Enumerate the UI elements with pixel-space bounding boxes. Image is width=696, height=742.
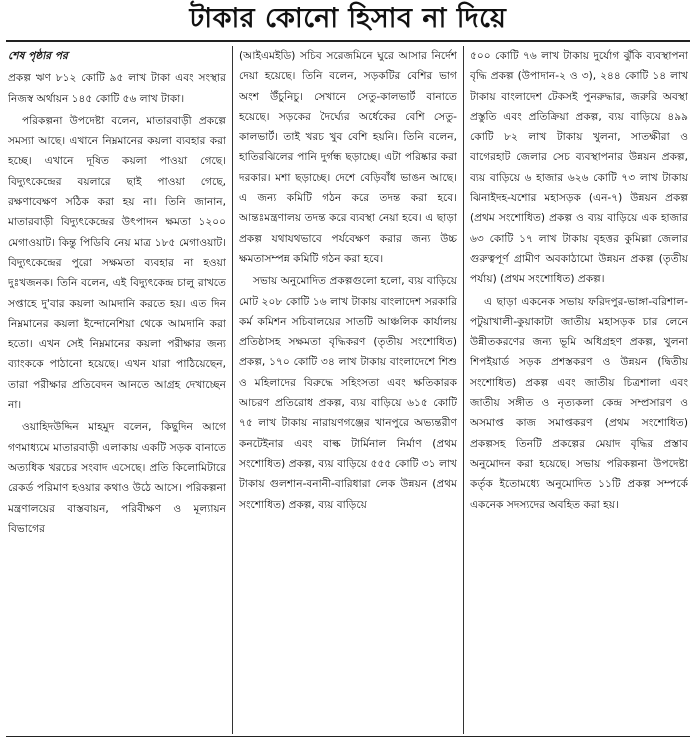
column-1 [8, 46, 226, 734]
paragraph: সভায় অনুমোদিত প্রকল্পগুলো হলো, ব্যয় বাড়িয়ে মোট ২০৮ কোটি ১৬ লাখ টাকায় বাংলাদেশ সরকারি কর্ম কমিশন সচিবালয়ের সাতটি আঞ্চলিক কার্যালয় প্রতিষ্ঠাসহ সক্ষমতা বৃদ্ধিকরণ (তৃতীয় সংশোধিত) প্রকল্প, ১৭০ কোটি ৩৪ লাখ টাকায় বাংলাদেশে শিশু ও মহিলাদের বিরুদ্ধে সহিংসতা এবং ক্ষতিকারক আচরণ প্রতিরোধ প্রকল্প, ব্যয় বাড়িয়ে ৬১৫ কোটি ৭৫ লাখ টাকায় নারায়ণগঞ্জের খানপুরে অভ্যন্তরীণ কনটেইনার এবং বাল্ক টার্মিনাল নির্মাণ (প্রথম সংশোধিত) প্রকল্প, ব্যয় বাড়িয়ে ৫৫৫ কোটি ৩১ লাখ টাকায় গুলশান-বনানী-বারিধারা লেক উন্নয়ন (প্রথম সংশোধিত) প্রকল্প, ব্যয় বাড়িয়ে [239, 275, 457, 511]
paragraph: এ ছাড়া একনেক সভায় ফরিদপুর-ভাঙ্গা-বরিশাল-পটুয়াখালী-কুয়াকাটা জাতীয় মহাসড়ক চার লেনে উন্নীতকরণের জন্য ভূমি অধিগ্রহণ প্রকল্প, খুলনা শিপইয়ার্ড সড়ক প্রশস্তকরণ ও উন্নয়ন (দ্বিতীয় সংশোধিত) প্রকল্প এবং জাতীয় চিত্রশালা এবং জাতীয় সঙ্গীত ও নৃত্যকলা কেন্দ্র সম্প্রসারণ ও অসমাপ্ত কাজ সমাপ্তকরণ (প্রথম সংশোধিত) প্রকল্পসহ তিনটি প্রকল্পের মেয়াদ বৃদ্ধির প্রস্তাব অনুমোদন করা হয়েছে। সভায় পরিকল্পনা উপদেষ্টা কর্তৃক ইতোমধ্যে অনুমোদিত ১১টি প্রকল্প সম্পর্কে একনেক সদস্যদের অবহিত করা হয়। [470, 295, 688, 511]
continuation-label: শেষ পৃষ্ঠার পর [8, 50, 68, 62]
headline: টাকার কোনো হিসাব না দিয়ে [189, 3, 507, 34]
paragraph: প্রকল্প ঋণ ৮১২ কোটি ৯৫ লাখ টাকা এবং সংস্থার নিজস্ব অর্থায়ন ১৪৫ কোটি ৫৬ লাখ টাকা। [8, 72, 226, 105]
column-2 [239, 46, 457, 734]
paragraph: ওয়াহিদউদ্দিন মাহমুদ বলেন, কিছুদিন আগে গণমাধ্যমে মাতারবাড়ী এলাকায় একটি সড়ক বানাতে অত্যধিক খরচের সংবাদ এসেছে। প্রতি কিলোমিটারে রেকর্ড পরিমাণ হওয়ার কথাও উঠে আসে। পরিকল্পনা মন্ত্রণালয়ের বাস্তবায়ন, পরিবীক্ষণ ও মূল্যায়ন বিভাগের [8, 421, 226, 535]
column-divider [463, 46, 464, 734]
column-divider [232, 46, 233, 734]
column-3 [470, 46, 688, 734]
paragraph: (আইএমইডি) সচিব সরেজমিনে ঘুরে আসার নির্দেশ দেয়া হয়েছে। তিনি বলেন, সড়কটির বেশির ভাগ অংশ উঁচুনিচু। সেখানে সেতু-কালভার্ট বানাতে হয়েছে। সড়কের দৈর্ঘ্যের অর্ধেকের বেশি সেতু-কালভার্ট। তাই খরচ খুব বেশি হয়নি। তিনি বলেন, হাতিরঝিলের পানি দুর্গন্ধ ছড়াচ্ছে। এটা পরিষ্কার করা দরকার। মশা ছড়াচ্ছে। দেশে বেড়িবাঁধ ভাঙন আছে। এ জন্য কমিটি গঠন করে তদন্ত করা হবে। আন্তঃমন্ত্রণালয় তদন্ত করে ব্যবস্থা নেয়া হবে। এ ছাড়া প্রকল্প যথাযথভাবে পর্যবেক্ষণ করার জন্য উচ্চ ক্ষমতাসম্পন্ন কমিটি গঠন করা হবে। [239, 50, 457, 265]
headline-rule [6, 40, 690, 42]
paragraph: ৫০০ কোটি ৭৬ লাখ টাকায় দুর্যোগ ঝুঁকি ব্যবস্থাপনা বৃদ্ধি প্রকল্প (উপাদান-২ ও ৩), ২৪৪ কোটি ১৪ লাখ টাকায় বাংলাদেশ টেকসই পুনরুদ্ধার, জরুরি অবস্থা প্রস্তুতি এবং প্রতিক্রিয়া প্রকল্প, ব্যয় বাড়িয়ে ৪৯৯ কোটি ৮২ লাখ টাকায় খুলনা, সাতক্ষীরা ও বাগেরহাট জেলার সেচ ব্যবস্থাপনার উন্নয়ন প্রকল্প, ব্যয় বাড়িয়ে ৬ হাজার ৬২৬ কোটি ৭৩ লাখ টাকায় ঝিনাইদহ-যশোর মহাসড়ক (এন-৭) উন্নয়ন প্রকল্প (প্রথম সংশোধিত) প্রকল্প ও ব্যয় বাড়িয়ে এক হাজার ৬৩ কোটি ১৭ লাখ টাকায় বৃহত্তর কুমিল্লা জেলার গুরুত্বপূর্ণ গ্রামীণ অবকাঠামো উন্নয়ন প্রকল্প (তৃতীয় পর্যায়) (প্রথম সংশোধিত) প্রকল্প। [470, 50, 688, 286]
paragraph: পরিকল্পনা উপদেষ্টা বলেন, মাতারবাড়ী প্রকল্পে সমস্যা আছে। এখানে নিম্নমানের কয়লা ব্যবহার করা হচ্ছে। এখানে দূষিত কয়লা পাওয়া গেছে। বিদ্যুৎকেন্দ্রের বয়লারে ছাই পাওয়া গেছে, রক্ষণাবেক্ষণ সঠিক করা হয় না। তিনি জানান, মাতারবাড়ী বিদ্যুৎকেন্দ্রের উৎপাদন ক্ষমতা ১২০০ মেগাওয়াট। কিন্তু পিডিবি নেয় মাত্র ১৮৫ মেগাওয়াট। বিদ্যুৎকেন্দ্রের পুরো সক্ষমতা ব্যবহার না হওয়া দুঃখজনক। তিনি বলেন, এই বিদ্যুৎকেন্দ্র চালু রাখতে সপ্তাহে দু'বার কয়লা আমদানি করতে হয়। এত দিন নিম্নমানের কয়লা ইন্দোনেশিয়া থেকে আমদানি করা হতো। এখন সেই নিম্নমানের কয়লা পরীক্ষার জন্য ব্যাংককে পাঠানো হয়েছে। এখন যারা পাঠিয়েছেন, তারা পরীক্ষার প্রতিবেদন আনতে আগ্রহ দেখাচ্ছেন না। [8, 114, 226, 412]
bottom-rule [6, 736, 690, 737]
